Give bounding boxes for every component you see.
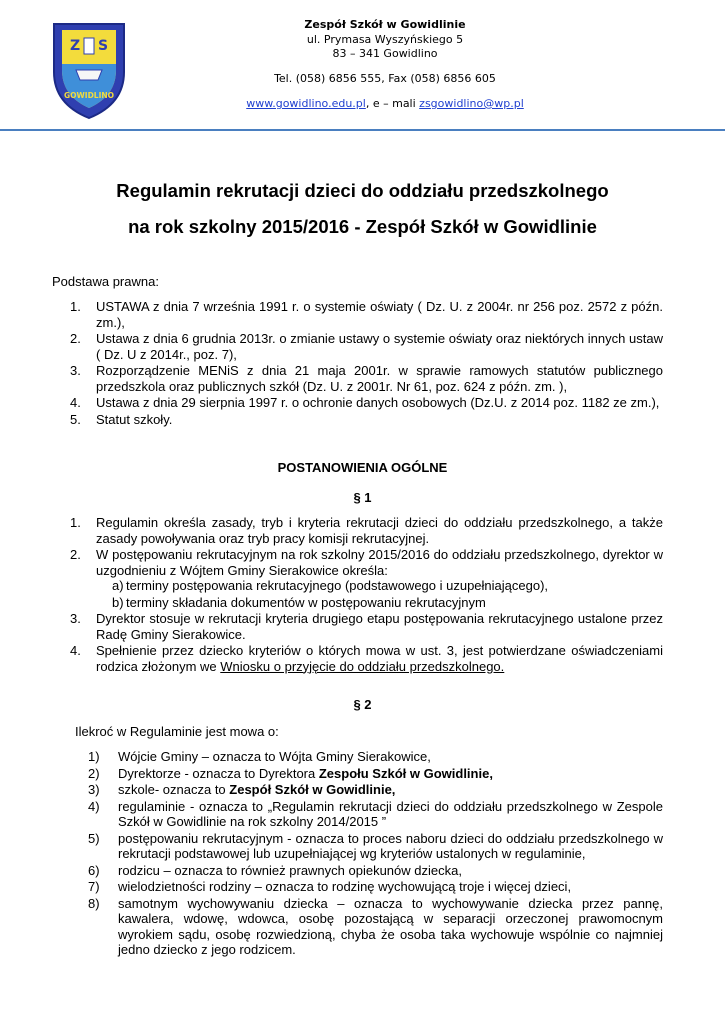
email-separator: , e – mali — [365, 97, 420, 110]
document-title-line2: na rok szkolny 2015/2016 - Zespół Szkół w Gowidlinie — [128, 216, 597, 237]
address-street: ul. Prymasa Wyszyńskiego 5 — [306, 33, 464, 46]
list-item: 6) rodzicu – oznacza to również prawnych opiekunów dziecka, — [88, 862, 462, 878]
list-item: 5. Statut szkoły. — [70, 411, 173, 427]
school-name: Zespół Szkół w Gowidlinie — [304, 18, 466, 31]
logo-caption: GOWIDLINO — [63, 91, 115, 100]
list-item: 1. USTAWA z dnia 7 września 1991 r. o systemie oświaty ( Dz. U. z 2004r. nr 256 poz. 2572 z późn. zm.), — [70, 299, 663, 330]
contact-links — [170, 97, 600, 111]
phone-fax: Tel. (058) 6856 555, Fax (058) 6856 605 — [274, 72, 496, 85]
section1-list — [70, 515, 663, 674]
list-item: 2) Dyrektorze - oznacza to Dyrektora Zespołu Szkół w Gowidlinie, — [88, 765, 493, 781]
email-link[interactable]: zsgowidlino@wp.pl — [419, 97, 524, 110]
definitions-intro: Ilekroć w Regulaminie jest mowa o: — [75, 724, 279, 739]
list-item: 5) postępowaniu rekrutacyjnym - oznacza to proces naboru dzieci do oddziału przedszkolnego w rekrutacji podstawowej lub uzupełniającej wg kryteriów ustalonych w regulaminie, — [88, 830, 663, 861]
legal-basis-list — [70, 299, 663, 427]
letterhead — [0, 0, 725, 131]
list-item: 3. Dyrektor stosuje w rekrutacji kryteria drugiego etapu postępowania rekrutacyjnego ustalone przez Radę Gminy Sierakowice. — [70, 611, 663, 642]
logo-letter-s: S — [98, 38, 109, 54]
list-item: 7) wielodzietności rodziny – oznacza to rodzinę wychowującą troje i więcej dzieci, — [88, 879, 572, 894]
list-item: 1) Wójcie Gminy – oznacza to Wójta Gminy Sierakowice, — [88, 749, 431, 764]
header-divider — [0, 129, 725, 131]
sub-list — [96, 578, 663, 610]
list-item: 2. Ustawa z dnia 6 grudnia 2013r. o zmianie ustawy o systemie oświaty oraz niektórych innych ustaw ( Dz. U z 2014r., poz. 7), — [70, 331, 663, 362]
school-logo — [46, 14, 132, 122]
application-form-reference: Wniosku o przyjęcie do oddziału przedszkolnego. — [220, 658, 505, 674]
list-item: 4. Spełnienie przez dziecko kryteriów o których mowa w ust. 3, jest potwierdzane oświadczeniami rodzica złożonym we Wniosku o przyjęcie do oddziału przedszkolnego. — [70, 643, 663, 674]
list-item: 4. Ustawa z dnia 29 sierpnia 1997 r. o ochronie danych osobowych (Dz.U. z 2014 poz. 1182 ze zm.), — [70, 395, 660, 410]
paragraph-mark-2: § 2 — [353, 697, 372, 712]
website-link[interactable]: www.gowidlino.edu.pl — [246, 97, 366, 110]
sub-list-item: a) terminy postępowania rekrutacyjnego (podstawowego i uzupełniającego), — [112, 578, 549, 593]
list-item: 2. W postępowaniu rekrutacyjnym na rok szkolny 2015/2016 do oddziału przedszkolnego, dyrektor w uzgodnieniu z Wójtem Gminy Sierakowice określa: a) terminy postępowania rekrutacyjnego (podstawowego i uzupełniającego), b) terminy składania dokumentów w postępowaniu rekrutacyjnym — [70, 547, 663, 610]
section-heading-general: POSTANOWIENIA OGÓLNE — [277, 460, 448, 475]
list-item: 4) regulaminie - oznacza to „Regulamin rekrutacji dzieci do oddziału przedszkolnego w Zespole Szkół w Gowidlinie na rok szkolny 2014/2015 ” — [88, 798, 663, 829]
list-item: 3. Rozporządzenie MENiS z dnia 21 maja 2001r. w sprawie ramowych statutów publicznego przedszkola oraz publicznych szkół (Dz. U. z 2001r. Nr 61, poz. 624 z późn. zm. ), — [70, 363, 663, 394]
address-postal: 83 – 341 Gowidlino — [332, 47, 438, 60]
definitions-list — [88, 748, 663, 958]
paragraph-mark-1: § 1 — [353, 490, 372, 505]
list-item: 3) szkole- oznacza to Zespół Szkół w Gowidlinie, — [88, 782, 396, 797]
list-item: 8) samotnym wychowywaniu dziecka – oznacza to wychowywanie dziecka przez pannę, kawalera, wdowę, wdowca, osobę pozostającą w separacji orzeczonej prawomocnym wyrokiem sądu, osobę rozwiedzioną, chyba że osoba taka wychowuje wspólnie co najmniej jedno dziecko z jego rodzicem. — [88, 895, 663, 957]
list-item: 1. Regulamin określa zasady, tryb i kryteria rekrutacji dzieci do oddziału przedszkolnego, a także zasady powoływania oraz tryb pracy komisji rekrutacyjnej. — [70, 515, 663, 546]
document-title-line1: Regulamin rekrutacji dzieci do oddziału przedszkolnego — [116, 180, 609, 201]
legal-basis-label: Podstawa prawna: — [52, 274, 159, 289]
logo-letter-z: Z — [70, 38, 81, 54]
sub-list-item: b) terminy składania dokumentów w postępowaniu rekrutacyjnym — [112, 594, 486, 610]
